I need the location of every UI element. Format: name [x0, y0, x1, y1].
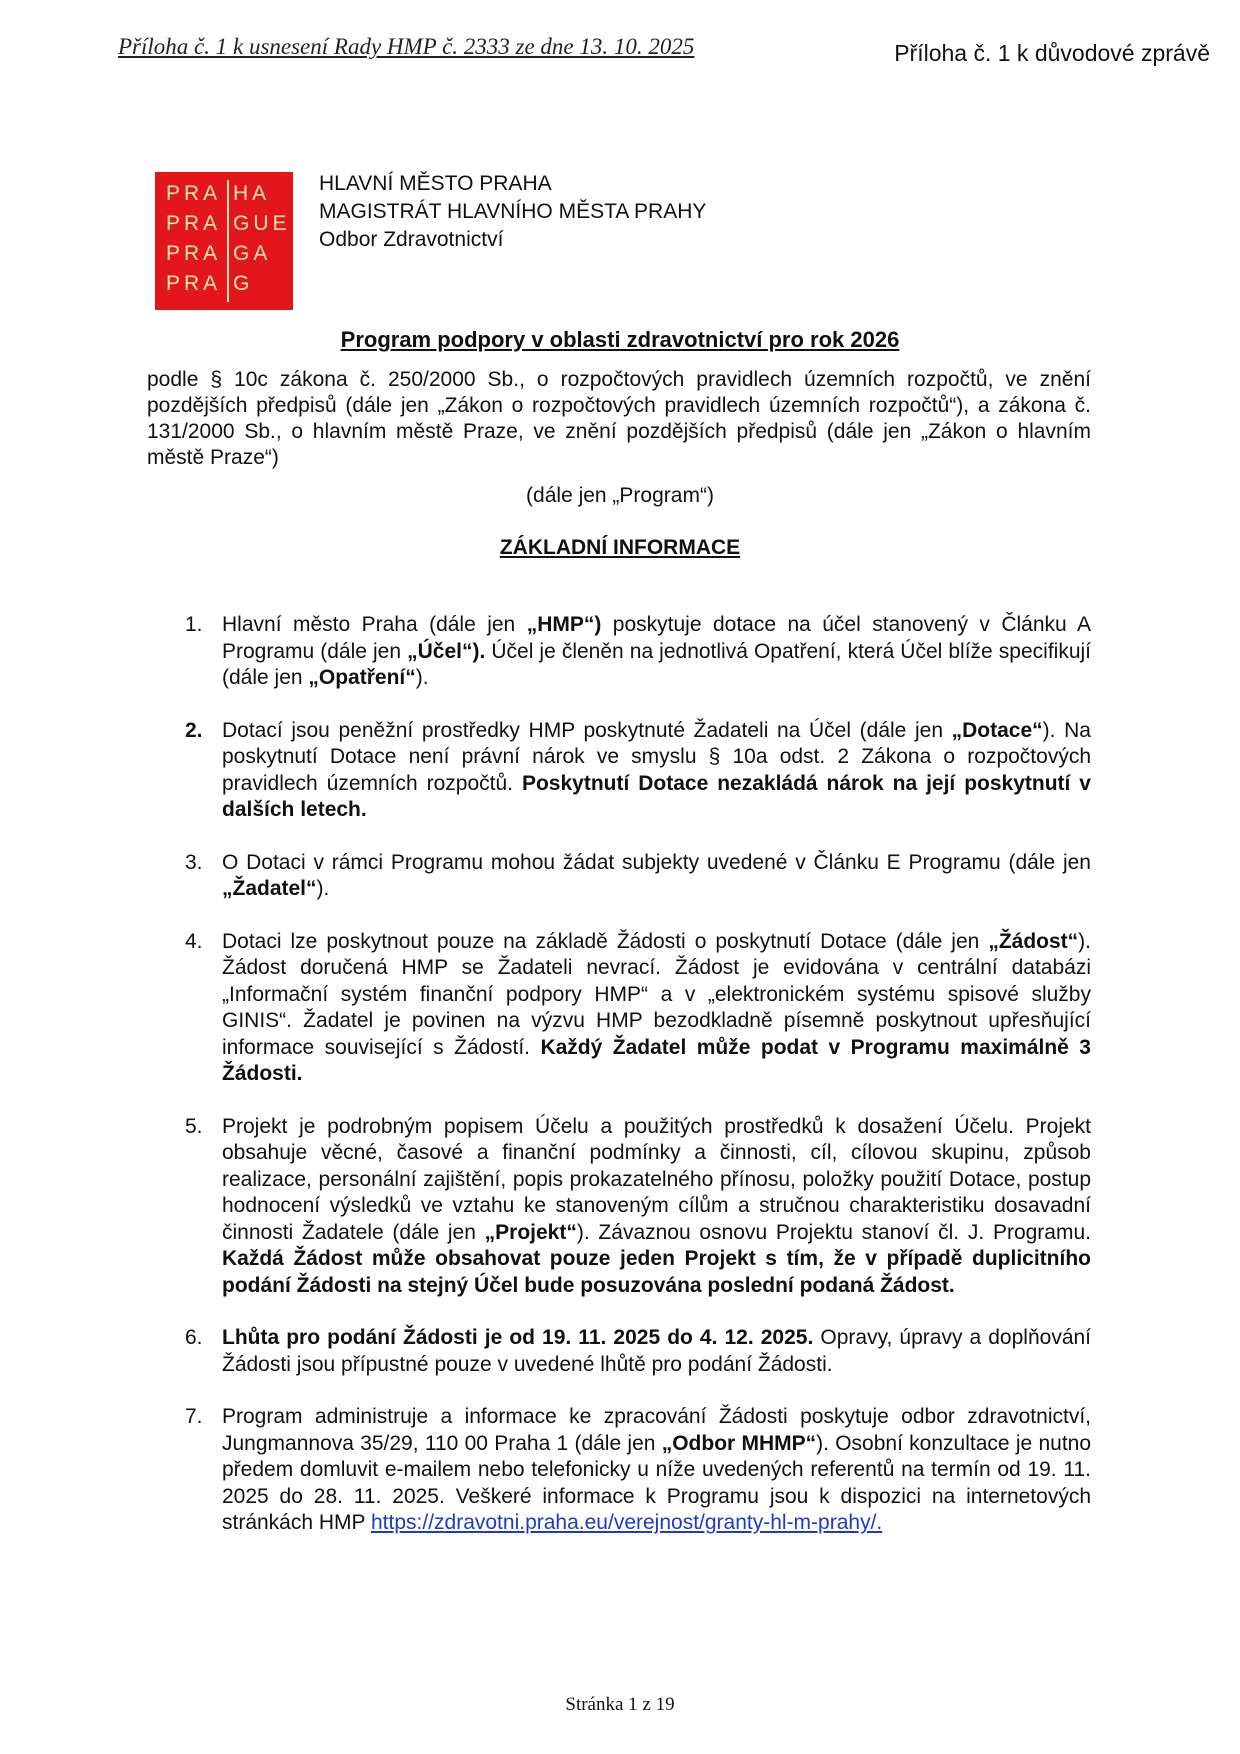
emphasized-text: Každý Žadatel může podat v Programu maximálně 3 Žádosti. — [222, 1035, 1091, 1085]
body-text: ). Žádost doručená HMP se Žadateli nevrací. Žádost je evidována v centrální databázi „Informační systém finanční podpory HMP“ a v „elektronickém systému spisové služby GINIS“. Žadatel je povinen na výzvu HMP bezodkladně písemně poskytnout upřesňující informace související s Žádostí. — [222, 929, 1091, 1059]
logo-row — [155, 212, 293, 242]
emphasized-text: „Žadatel“ — [222, 877, 317, 900]
emphasized-text: Lhůta pro podání Žádosti je od 19. 11. 2025 do 4. 12. 2025. — [222, 1326, 814, 1349]
list-item — [180, 718, 1091, 824]
body-text: Opravy, úpravy a doplňování Žádosti jsou přípustné pouze v uvedené lhůtě pro podání Žádosti. — [222, 1326, 1092, 1376]
logo-text: GA — [233, 242, 272, 265]
list-item — [180, 850, 1091, 903]
body-text: ). Na poskytnutí Dotace není právní nárok ve smyslu § 10a odst. 2 Zákona o rozpočtových pravidlech územních rozpočtů. — [222, 718, 1091, 795]
numbered-list — [180, 612, 1091, 1563]
list-item-text — [222, 1114, 1091, 1300]
emphasized-text: Každá Žádost může obsahovat pouze jeden Projekt s tím, že v případě duplicitního podání Žádosti na stejný Účel bude posuzována poslední podaná Žádost. — [222, 1247, 1091, 1297]
body-text: ). Závaznou osnovu Projektu stanoví čl. J. Programu. — [576, 1220, 1091, 1244]
list-item-number: 6. — [185, 1326, 203, 1349]
emphasized-text: „HMP“) — [526, 613, 602, 636]
list-item — [180, 929, 1091, 1088]
body-text: Účel je členěn na jednotlivá Opatření, která Účel blíže specifikují (dále jen — [222, 639, 1091, 689]
body-text: Dotací jsou peněžní prostředky HMP poskytnuté Žadateli na Účel (dále jen — [222, 718, 952, 742]
emphasized-text: „Projekt“ — [484, 1220, 577, 1244]
emphasized-text: „Účel“). — [407, 639, 486, 663]
body-text: poskytuje dotace na účel stanovený v Článku A Programu (dále jen — [222, 613, 1091, 663]
list-item — [180, 1325, 1091, 1378]
emphasized-text: „Dotace“ — [951, 718, 1043, 742]
list-item-text — [222, 1404, 1091, 1537]
body-text: ). Osobní konzultace je nutno předem domluvit e-mailem nebo telefonicky u níže uvedených referentů na termín od 19. 11. 2025 do 28. 11. 2025. Veškeré informace k Programu jsou k dispozici na internetových stránkách HMP — [222, 1431, 1092, 1534]
program-definition: (dále jen „Program“) — [526, 484, 714, 507]
program-website-link[interactable]: https://zdravotni.praha.eu/verejnost/granty-hl-m-prahy/. — [371, 1511, 883, 1534]
body-text: Projekt je podrobným popisem Účelu a použitých prostředků k dosažení Účelu. Projekt obsahuje věcné, časové a finanční podmínky a činnosti, cíl, cílovou skupinu, způsob realizace, personální zajištění, popis prokazatelného přínosu, položky použití Dotace, postup hodnocení výsledků ve vztahu ke stanoveným cílům a stručnou charakteristiku dosavadní činnosti Žadatele (dále jen — [222, 1114, 1091, 1244]
org-city: HLAVNÍ MĚSTO PRAHA — [319, 172, 552, 195]
page-number: Stránka 1 z 19 — [565, 1694, 675, 1715]
org-magistrate: MAGISTRÁT HLAVNÍHO MĚSTA PRAHY — [319, 200, 707, 223]
emphasized-text: „Opatření“ — [308, 666, 416, 689]
list-item — [180, 612, 1091, 692]
logo-text: PRA — [166, 272, 222, 295]
body-text: ). — [316, 877, 330, 900]
list-item-text — [222, 850, 1091, 903]
section-heading: ZÁKLADNÍ INFORMACE — [499, 536, 741, 559]
list-item-number: 4. — [185, 929, 203, 953]
logo-text: GUE — [233, 212, 291, 235]
list-item-number: 1. — [185, 613, 203, 636]
document-title: Program podpory v oblasti zdravotnictví pro rok 2026 — [340, 327, 900, 352]
attachment-resolution-header: Příloha č. 1 k usnesení Rady HMP č. 2333 ze dne 13. 10. 2025 — [118, 34, 695, 59]
list-item-text — [222, 612, 1091, 692]
org-department: Odbor Zdravotnictví — [319, 228, 504, 251]
organization-block — [319, 170, 706, 254]
list-item-number: 2. — [185, 718, 203, 742]
body-text: O Dotaci v rámci Programu mohou žádat subjekty uvedené v Článku E Programu (dále jen — [222, 850, 1091, 874]
list-item-text — [222, 718, 1091, 824]
list-item-number: 5. — [185, 1114, 203, 1138]
body-text: Hlavní město Praha (dále jen — [222, 613, 527, 636]
emphasized-text: „Žádost“ — [988, 929, 1079, 953]
list-item-number: 7. — [185, 1405, 203, 1428]
list-item — [180, 1114, 1091, 1300]
body-text: Dotaci lze poskytnout pouze na základě Žádosti o poskytnutí Dotace (dále jen — [222, 929, 989, 953]
logo-row — [155, 242, 293, 272]
body-text: Program administruje a informace ke zpracování Žádosti poskytuje odbor zdravotnictví, Jungmannova 35/29, 110 00 Praha 1 (dále jen — [222, 1405, 1091, 1455]
emphasized-text: Poskytnutí Dotace nezakládá nárok na její poskytnutí v dalších letech. — [222, 771, 1091, 821]
legal-basis-paragraph: podle § 10c zákona č. 250/2000 Sb., o rozpočtových pravidlech územních rozpočtů, ve znění pozdějších předpisů (dále jen „Zákon o rozpočtových pravidlech územních rozpočtů“), a zákona č. 131/2000 Sb., o hlavním městě Praze, ve znění pozdějších předpisů (dále jen „Zákon o hlavním městě Praze“) — [147, 368, 1091, 469]
list-item-text — [222, 1325, 1091, 1378]
list-item-number: 3. — [185, 850, 203, 874]
list-item-text — [222, 929, 1091, 1088]
emphasized-text: „Odbor MHMP“ — [661, 1431, 817, 1455]
logo-text: HA — [233, 182, 271, 205]
list-item — [180, 1404, 1091, 1537]
logo-text: G — [233, 272, 254, 295]
logo-text: PRA — [166, 242, 222, 265]
logo-text: PRA — [166, 182, 222, 205]
praha-logo — [155, 172, 293, 310]
body-text: ). — [415, 666, 429, 689]
logo-text: PRA — [166, 212, 222, 235]
logo-row — [155, 182, 293, 212]
logo-row — [155, 272, 293, 302]
attachment-report-header: Příloha č. 1 k důvodové zprávě — [894, 40, 1210, 66]
